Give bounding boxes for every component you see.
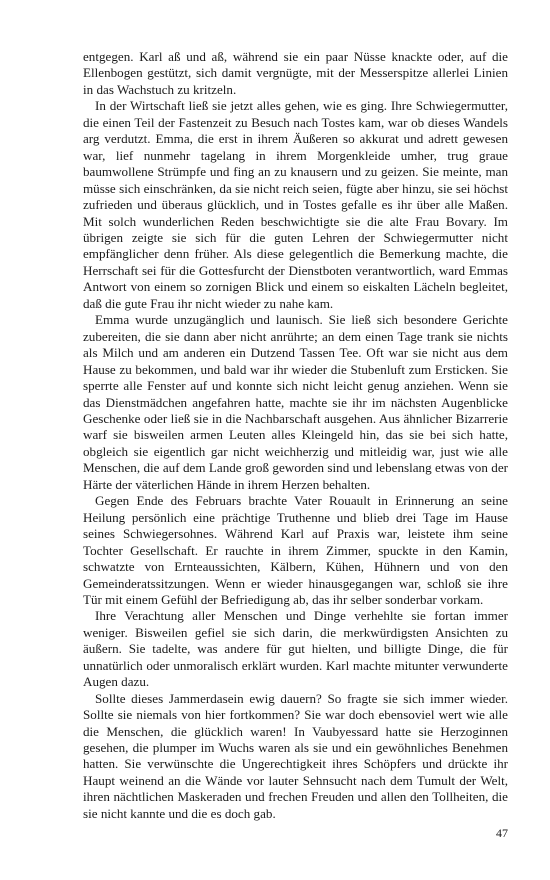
- paragraph-3: Emma wurde unzugänglich und launisch. Sie ließ sich besondere Gerichte zubereiten, die sie dann aber nicht anrührte; an dem einen Tage trank sie nichts als Milch und am anderen ein Dutzend Tassen Tee. Oft war sie nicht aus dem Hause zu bekommen, und bald war ihr wieder die Stubenluft zum Ersticken. Sie sperrte alle Fenster auf und konnte sich nicht leicht genug anziehen. Wenn sie das Dienstmädchen angefahren hatte, machte sie ihr im nächsten Augenblicke Geschenke oder ließ sie in die Nachbarschaft ausgehen. Aus ähnlicher Bizarrerie warf sie bisweilen armen Leuten alles Kleingeld hin, das sie bei sich hatte, obgleich sie eigentlich gar nicht weichherzig und mitleidig war, just wie alle Menschen, die auf dem Lande groß geworden sind und lebenslang etwas von der Härte der väterlichen Hände in ihrem Herzen behalten.: [83, 312, 508, 492]
- paragraph-2: In der Wirtschaft ließ sie jetzt alles gehen, wie es ging. Ihre Schwiegermutter, die einen Teil der Fastenzeit zu Besuch nach Tostes kam, war ob dieses Wandels arg verdutzt. Emma, die erst in ihrem Äußeren so akkurat und adrett gewesen war, lief nunmehr tagelang in ihrem Morgenkleide umher, trug graue baumwollene Strümpfe und fing an zu knausern und zu geizen. Sie meinte, man müsse sich einschränken, da sie nicht reich seien, fügte aber hinzu, sie sei höchst zufrieden und überaus glücklich, und in Tostes gefalle es ihr über alle Maßen. Mit solch wunderlichen Reden beschwichtigte sie die alte Frau Bovary. Im übrigen zeigte sie sich für die guten Lehren der Schwiegermutter nicht empfänglicher denn früher. Als diese gelegentlich die Bemerkung machte, die Herrschaft sei für die Gottesfurcht der Dienstboten verantwortlich, ward Emmas Antwort von einem so zornigen Blick und einem so eiskalten Lächeln begleitet, daß die gute Frau ihr nicht wieder zu nahe kam.: [83, 98, 508, 311]
- page-number: 47: [496, 826, 508, 840]
- paragraph-5: Ihre Verachtung aller Menschen und Dinge verhehlte sie fortan immer weniger. Bisweilen gefiel sie sich darin, die merkwürdigsten Ansichten zu äußern. Sie tadelte, was andere für gut hielten, und billigte Dinge, die für unnatürlich oder unmoralisch erklärt wurden. Karl machte mitunter verwunderte Augen dazu.: [83, 608, 508, 690]
- paragraph-6: Sollte dieses Jammerdasein ewig dauern? So fragte sie sich immer wieder. Sollte sie niemals von hier fortkommen? Sie war doch ebensoviel wert wie alle die Menschen, die glücklich waren! In Vaubyessard hatte sie Herzoginnen gesehen, die plumper im Wuchs waren als sie und ein gewöhnliches Benehmen hatten. Sie verwünschte die Ungerechtigkeit ihres Schöpfers und drückte ihr Haupt weinend an die Wände vor lauter Sehnsucht nach dem Tumult der Welt, ihren nächtlichen Maskeraden und frechen Freuden und allen den Tollheiten, die sie nicht kannte und die es doch gab.: [83, 690, 508, 821]
- paragraph-1: entgegen. Karl aß und aß, während sie ein paar Nüsse knackte oder, auf die Ellenbogen gestützt, sich damit vergnügte, mit der Messerspitze allerlei Linien in das Wachstuch zu kritzeln.: [83, 49, 508, 97]
- page-body: [83, 49, 508, 822]
- paragraph-4: Gegen Ende des Februars brachte Vater Rouault in Erinnerung an seine Heilung persönlich eine prächtige Truthenne und blieb drei Tage im Hause seines Schwiegersohnes. Während Karl auf Praxis war, leistete ihm seine Tochter Gesellschaft. Er rauchte in ihrem Zimmer, spuckte in den Kamin, schwatzte von Ernteaussichten, Kälbern, Kühen, Hühnern und von den Gemeinderatssitzungen. Wenn er wieder hinausgegangen war, schloß sie ihre Tür mit einem Gefühl der Befriedigung ab, das ihr selber sonderbar vorkam.: [83, 493, 508, 607]
